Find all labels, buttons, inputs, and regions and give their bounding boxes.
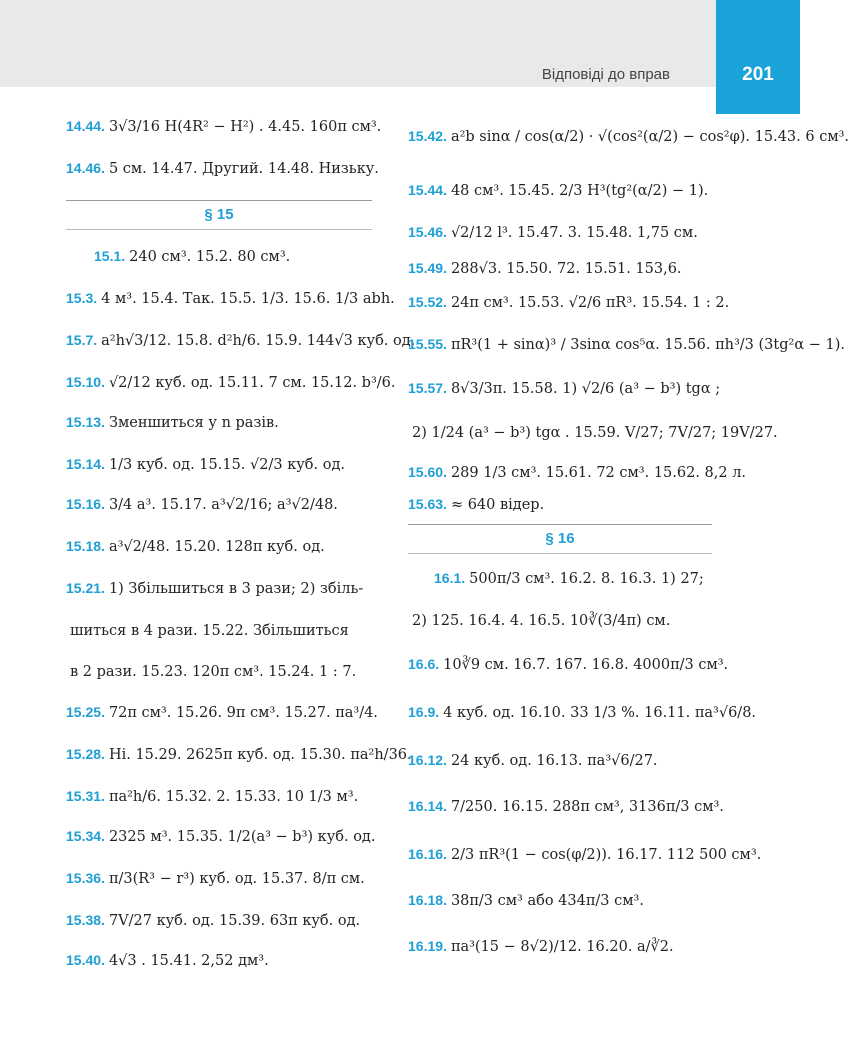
answer-line: 14.44. 3√3/16 H(4R² − H²) . 4.45. 160π см³.: [66, 118, 382, 135]
answer-line: 16.19. πa³(15 − 8√2)/12. 16.20. a/∛2.: [408, 938, 674, 955]
section-rule-top: [66, 200, 372, 201]
answer-line: 16.12. 24 куб. од. 16.13. πa³√6/27.: [408, 752, 658, 769]
answer-line: 15.13. Зменшиться у n разів.: [66, 414, 279, 431]
section-heading-16: § 16: [545, 530, 575, 547]
answer-line: 15.25. 72π см³. 15.26. 9π см³. 15.27. πa³/4.: [66, 704, 378, 721]
answer-line: 15.63. ≈ 640 відер.: [408, 496, 545, 513]
answer-line: 15.28. Ні. 15.29. 2625π куб. од. 15.30. πa²h/36.: [66, 746, 412, 763]
answer-line: в 2 рази. 15.23. 120π см³. 15.24. 1 : 7.: [70, 664, 357, 680]
section-rule-bottom: [408, 553, 712, 554]
answer-line: 2) 1/24 (a³ − b³) tgα . 15.59. V/27; 7V/27; 19V/27.: [412, 425, 778, 441]
answer-line: 15.1. 240 см³. 15.2. 80 см³.: [94, 248, 291, 265]
answer-line: 16.6. 10∛9 см. 16.7. 167. 16.8. 4000π/3 см³.: [408, 656, 729, 673]
answer-line: 15.18. a³√2/48. 15.20. 128π куб. од.: [66, 538, 325, 555]
answer-line: 15.3. 4 м³. 15.4. Так. 15.5. 1/3. 15.6. 1/3 abh.: [66, 290, 395, 307]
answer-line: 15.42. a²b sinα / cos(α/2) · √(cos²(α/2) − cos²φ). 15.43. 6 см³.: [408, 128, 849, 145]
answer-line: 15.38. 7V/27 куб. од. 15.39. 63π куб. од.: [66, 912, 361, 929]
answer-line: 2) 125. 16.4. 4. 16.5. 10∛(3/4π) см.: [412, 613, 671, 629]
answer-line: 16.9. 4 куб. од. 16.10. 33 1/3 %. 16.11. πa³√6/8.: [408, 704, 757, 721]
page-number: 201: [742, 64, 774, 85]
answer-line: 16.16. 2/3 πR³(1 − cos(φ/2)). 16.17. 112 500 см³.: [408, 846, 762, 863]
answer-line: 15.46. √2/12 l³. 15.47. 3. 15.48. 1,75 см.: [408, 224, 698, 241]
section-heading-15: § 15: [204, 206, 234, 223]
answer-line: 15.7. a²h√3/12. 15.8. d²h/6. 15.9. 144√3 куб. од.: [66, 332, 416, 349]
answer-line: 15.49. 288√3. 15.50. 72. 15.51. 153,6.: [408, 260, 682, 277]
section-rule-bottom: [66, 229, 372, 230]
answer-line: 15.14. 1/3 куб. од. 15.15. √2/3 куб. од.: [66, 456, 346, 473]
answer-line: 15.60. 289 1/3 см³. 15.61. 72 см³. 15.62. 8,2 л.: [408, 464, 747, 481]
answer-line: 15.10. √2/12 куб. од. 15.11. 7 см. 15.12. b³/6.: [66, 374, 396, 391]
answer-line: 15.36. π/3(R³ − r³) куб. од. 15.37. 8/π см.: [66, 870, 365, 887]
answer-line: 16.14. 7/250. 16.15. 288π см³, 3136π/3 см³.: [408, 798, 724, 815]
answer-line: 15.52. 24π см³. 15.53. √2/6 πR³. 15.54. 1 : 2.: [408, 294, 730, 311]
answer-line: 15.16. 3/4 a³. 15.17. a³√2/16; a³√2/48.: [66, 496, 338, 513]
answer-line: 15.55. πR³(1 + sinα)³ / 3sinα cos⁵α. 15.56. πh³/3 (3tg²α − 1).: [408, 336, 845, 353]
answer-line: 15.21. 1) Збільшиться в 3 рази; 2) збіль-: [66, 580, 364, 597]
running-header-title: Відповіді до вправ: [541, 66, 670, 83]
answer-line: шиться в 4 рази. 15.22. Збільшиться: [70, 623, 349, 639]
page-number-tab: [716, 0, 800, 114]
answer-line: 14.46. 5 см. 14.47. Другий. 14.48. Низьку.: [66, 160, 379, 177]
answer-line: 15.31. πa²h/6. 15.32. 2. 15.33. 10 1/3 м³.: [66, 788, 359, 805]
answer-line: 15.57. 8√3/3π. 15.58. 1) √2/6 (a³ − b³) tgα ;: [408, 380, 721, 397]
answer-line: 16.1. 500π/3 см³. 16.2. 8. 16.3. 1) 27;: [434, 570, 704, 587]
answer-line: 16.18. 38π/3 см³ або 434π/3 см³.: [408, 892, 644, 909]
answer-line: 15.34. 2325 м³. 15.35. 1/2(a³ − b³) куб. од.: [66, 828, 376, 845]
answer-line: 15.44. 48 см³. 15.45. 2/3 H³(tg²(α/2) − 1).: [408, 182, 709, 199]
answer-line: 15.40. 4√3 . 15.41. 2,52 дм³.: [66, 952, 269, 969]
section-rule-top: [408, 524, 712, 525]
